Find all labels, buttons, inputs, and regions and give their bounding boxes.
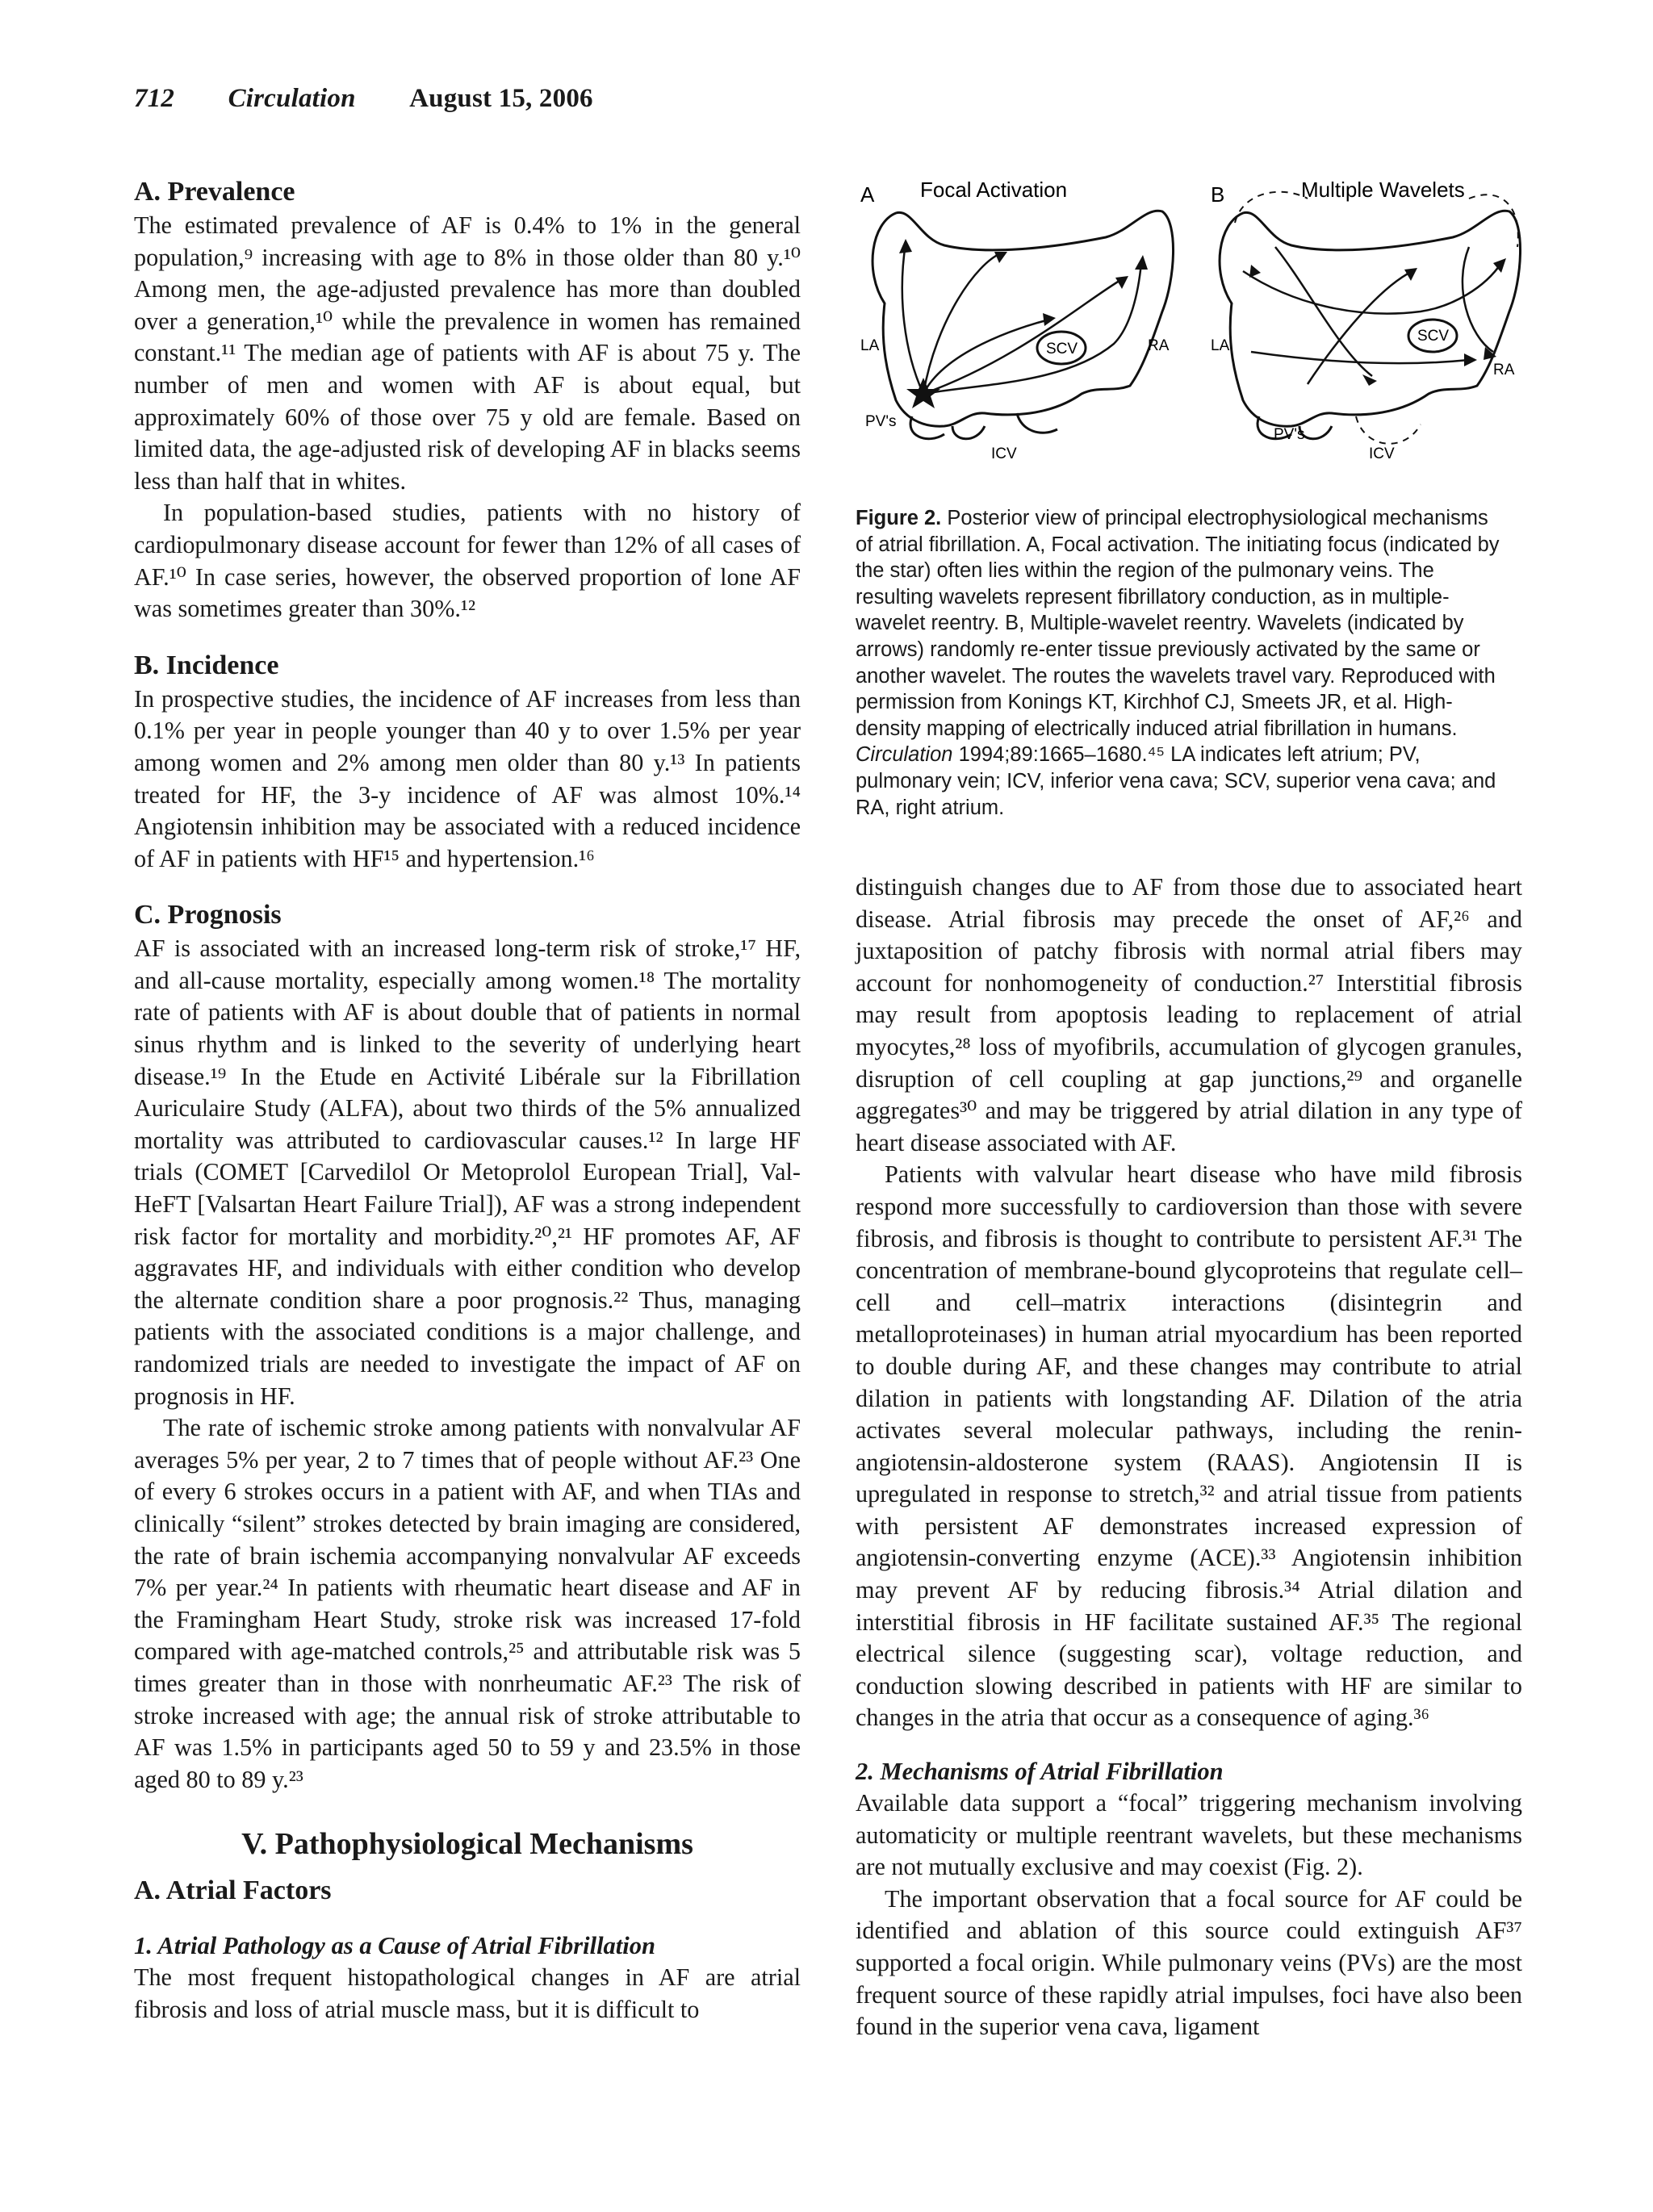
issue-date: August 15, 2006 — [409, 84, 593, 113]
panel-b-letter: B — [1211, 182, 1225, 207]
panel-a-ra-label: RA — [1148, 337, 1170, 354]
journal-name: Circulation — [228, 84, 356, 113]
panel-a-scv-label: SCV — [1046, 341, 1078, 358]
caption-journal: Circulation — [856, 743, 953, 767]
paragraph: In population-based studies, patients with no history of cardiopulmonary disease account for fewer than 12% of all cases of AF.¹⁰ In case series, however, the observed proportion of lone AF was sometimes greater than 30%.¹² — [134, 499, 801, 623]
panel-a-la-label: LA — [860, 337, 880, 354]
panel-a-arrowheads — [899, 239, 1148, 326]
panel-a-pvs-label: PV's — [865, 413, 897, 430]
paragraph: Available data support a “focal” triggering mechanism involving automaticity or multiple reentrant wavelets, but these mechanisms are not mutually exclusive and may coexist (Fig. 2). — [856, 1789, 1522, 1881]
paragraph: distinguish changes due to AF from those due to associated heart disease. Atrial fibrosis may precede the onset of AF,²⁶ and juxtaposition of patchy fibrosis with normal atrial fibers may account for nonhomogeneity of conduction.²⁷ Interstitial fibrosis may result from apoptosis leading to replacement of atrial myocytes,²⁸ loss of myofibrils, accumulation of glycogen granules, disruption of cell coupling at gap junctions,²⁹ and organelle aggregates³⁰ and may be triggered by atrial dilation in any type of heart disease associated with AF. — [856, 873, 1522, 1156]
heading-atrial-factors: A. Atrial Factors — [134, 1875, 332, 1906]
right-column — [856, 872, 1522, 2043]
caption-text: Posterior view of principal electrophysiological mechanisms of atrial fibrillation. A, Focal activation. The initiating focus (indicated by the star) often lies within the region of the pulmonary veins. The resulting wavelets represent fibrillatory conduction, as in multiple-wavelet reentry. B, Multiple-wavelet reentry. Wavelets (indicated by arrows) randomly re-enter tissue previously activated by the same or another wavelet. The routes the wavelets travel vary. Reproduced with permission from Konings KT, Kirchhof CJ, Smeets JR, et al. High-density mapping of electrically induced atrial fibrillation in humans. — [856, 507, 1500, 740]
panel-a-title: Focal Activation — [920, 178, 1068, 202]
caption-text-2: 1994;89:1665–1680.⁴⁵ LA indicates left atrium; PV, pulmonary vein; ICV, inferior vena cava; SCV, superior vena cava; and RA, right atrium. — [856, 743, 1496, 819]
paragraph: The most frequent histopathological changes in AF are atrial fibrosis and loss of atrial muscle mass, but it is difficult to — [134, 1963, 801, 2023]
paragraph: In prospective studies, the incidence of AF increases from less than 0.1% per year in people younger than 40 y to over 1.5% per year among women and 2% among men older than 80 y.¹³ In patients treated for HF, the 3-y incidence of AF was almost 10%.¹⁴ Angiotensin inhibition may be associated with a reduced incidence of AF in patients with HF¹⁵ and hypertension.¹⁶ — [134, 684, 801, 872]
heading-prevalence: A. Prevalence — [134, 177, 295, 207]
panel-a-icv-label: ICV — [991, 445, 1017, 462]
panel-a-wavelet-paths — [902, 244, 1141, 394]
figure-2 — [856, 174, 1522, 821]
panel-b-la-label: LA — [1211, 337, 1230, 354]
panel-b-wavelet-paths — [1243, 247, 1501, 384]
heading-incidence: B. Incidence — [134, 650, 279, 680]
paragraph: The important observation that a focal source for AF could be identified and ablation of this source could extinguish AF³⁷ supported a focal origin. While pulmonary veins (PVs) are the most frequent source of these rapidly atrial impulses, foci have also been found in the superior vena cava, ligament — [856, 1884, 1522, 2041]
paragraph: The rate of ischemic stroke among patients with nonvalvular AF averages 5% per year, 2 to 7 times that of people without AF.²³ One of every 6 strokes occurs in a patient with AF, and when TIAs and clinically “silent” strokes detected by brain imaging are considered, the rate of brain ischemia accompanying nonvalvular AF exceeds 7% per year.²⁴ In patients with rheumatic heart disease and AF in the Framingham Heart Study, stroke risk was increased 17-fold compared with age-matched controls,²⁵ and attributable risk was 5 times greater than in those with nonrheumatic AF.²³ The risk of stroke increased with age; the annual risk of stroke attributable to AF was 1.5% in participants aged 50 to 59 y and 23.5% in those aged 80 to 89 y.²³ — [134, 1414, 801, 1793]
panel-b-dashed-boundary — [1235, 192, 1518, 444]
panel-b-ra-label: RA — [1493, 362, 1515, 378]
panel-b-scv-label: SCV — [1417, 328, 1450, 345]
panel-a-letter: A — [860, 182, 875, 207]
section-heading: V. Pathophysiological Mechanisms — [241, 1827, 693, 1862]
paragraph: Patients with valvular heart disease who have mild fibrosis respond more successfully to cardioversion than those with severe fibrosis, and fibrosis is thought to contribute to persistent AF.³¹ The concentration of membrane-bound glycoproteins that regulate cell–cell and cell–matrix interactions (disintegrin and metalloproteinases) in human atrial myocardium has been reported to double during AF, and these changes may contribute to atrial dilation in patients with longstanding AF. Dilation of the atria activates several molecular pathways, including the renin-angiotensin-aldosterone system (RAAS). Angiotensin II is upregulated in response to stretch,³² and atrial tissue from patients with persistent AF demonstrates increased expression of angiotensin-converting enzyme (ACE).³³ Angiotensin inhibition may prevent AF by reducing fibrosis.³⁴ Atrial dilation and interstitial fibrosis in HF facilitate sustained AF.³⁵ The regional electrical silence (suggesting scar), voltage reduction, and conduction slowing described in patients with HF are similar to changes in the atria that occur as a consequence of aging.³⁶ — [856, 1160, 1522, 1732]
panel-b-title: Multiple Wavelets — [1301, 178, 1465, 202]
panel-b-arrowheads — [1249, 258, 1506, 386]
subheading-mechanisms: 2. Mechanisms of Atrial Fibrillation — [856, 1758, 1224, 1786]
figure-caption — [856, 505, 1522, 821]
atrial-mechanisms-diagram — [856, 174, 1522, 481]
paragraph: AF is associated with an increased long-term risk of stroke,¹⁷ HF, and all-cause mortality, especially among women.¹⁸ The mortality rate of patients with AF is about double that of patients in normal sinus rhythm and is linked to the severity of underlying heart disease.¹⁹ In the Etude en Activité Libérale sur la Fibrillation Auriculaire Study (ALFA), about two thirds of the 5% annualized mortality was attributed to cardiovascular causes.¹² In large HF trials (COMET [Carvedilol Or Metoprolol European Trial], Val-HeFT [Valsartan Heart Failure Trial]), AF was a strong independent risk factor for mortality and morbidity.²⁰,²¹ HF promotes AF, AF aggravates HF, and individuals with either condition who develop the alternate condition share a poor prognosis.²² Thus, managing patients with the associated conditions is a major challenge, and randomized trials are needed to investigate the impact of AF on prognosis in HF. — [134, 935, 801, 1410]
left-column — [134, 174, 801, 2026]
panel-b-atria-outline — [1220, 211, 1520, 439]
focus-star-icon — [906, 378, 940, 408]
panel-b-icv-label: ICV — [1369, 445, 1395, 462]
caption-label: Figure 2. — [856, 507, 942, 529]
running-head — [134, 84, 640, 114]
paragraph: The estimated prevalence of AF is 0.4% to 1% in the general population,⁹ increasing with age to 8% in those older than 80 y.¹⁰ Among men, the age-adjusted prevalence has more than doubled over a generation,¹⁰ while the prevalence in women has remained constant.¹¹ The median age of patients with AF is about 75 y. The number of men and women with AF is about equal, but approximately 60% of those over 75 y old are female. Based on limited data, the age-adjusted risk of developing AF in blacks seems less than half that in whites. — [134, 211, 801, 495]
heading-prognosis: C. Prognosis — [134, 900, 282, 930]
subheading-atrial-pathology: 1. Atrial Pathology as a Cause of Atrial Fibrillation — [134, 1932, 655, 1960]
panel-b-pvs-label: PV's — [1274, 426, 1305, 443]
page-number: 712 — [134, 84, 175, 113]
